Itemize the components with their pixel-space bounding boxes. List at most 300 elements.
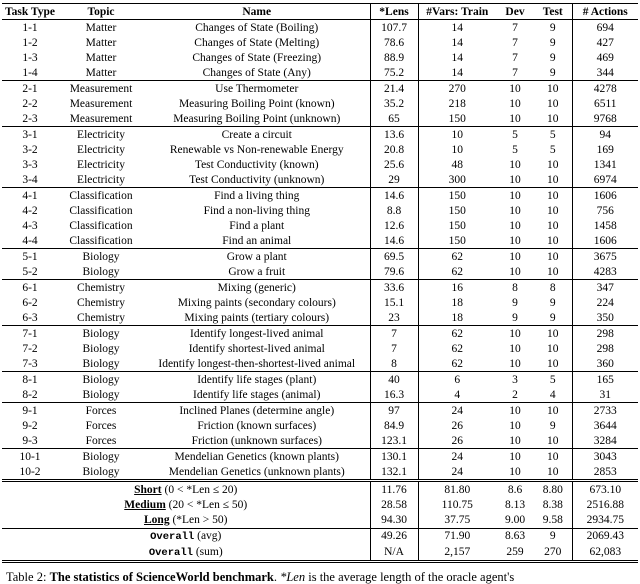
table-cell: Changes of State (Melting) bbox=[194, 36, 320, 49]
table-cell: 2733 bbox=[572, 403, 638, 419]
header-task-type: Task Type bbox=[2, 4, 58, 20]
table-cell: 14.6 bbox=[370, 188, 418, 204]
table-cell: 79.6 bbox=[370, 264, 418, 280]
summary-label-key: Medium bbox=[124, 499, 166, 511]
table-cell: 3284 bbox=[572, 433, 638, 449]
header-vars-train: #Vars: Train bbox=[418, 4, 496, 20]
table-cell: 7 bbox=[512, 51, 518, 64]
table-cell: Matter bbox=[85, 51, 117, 64]
table-cell: 10 bbox=[534, 81, 572, 97]
table-cell: 9 bbox=[549, 419, 556, 432]
table-cell: Classification bbox=[58, 188, 144, 204]
table-cell: 1-1 bbox=[2, 20, 58, 36]
table-cell: 298 bbox=[572, 326, 638, 342]
table-cell: Mixing (generic) bbox=[144, 280, 370, 296]
table-cell: 33.6 bbox=[370, 280, 418, 296]
table-body bbox=[2, 20, 638, 562]
header-name: Name bbox=[144, 4, 370, 20]
table-row bbox=[2, 111, 638, 127]
caption-term: *Len bbox=[280, 570, 306, 584]
summary-cell: 8.38 bbox=[542, 499, 563, 511]
table-row bbox=[2, 50, 638, 65]
table-cell: 3-2 bbox=[22, 143, 38, 156]
table-cell: 9-2 bbox=[22, 419, 38, 432]
table-cell: Test Conductivity (known) bbox=[194, 158, 319, 171]
table-cell: Forces bbox=[85, 419, 117, 432]
table-cell: Matter bbox=[85, 66, 117, 79]
table-cell: Classification bbox=[69, 234, 133, 247]
table-cell: 14.6 bbox=[370, 233, 418, 249]
table-cell: 31 bbox=[572, 387, 638, 403]
table-cell: 21.4 bbox=[370, 81, 418, 97]
header-dev: Dev bbox=[496, 4, 534, 20]
table-cell: 5 bbox=[512, 143, 518, 156]
table-cell: Chemistry bbox=[77, 311, 125, 324]
summary-cell: 9.58 bbox=[542, 514, 563, 527]
table-cell: 694 bbox=[572, 20, 638, 36]
caption-label: Table 2: bbox=[6, 570, 50, 584]
table-row bbox=[2, 233, 638, 249]
table-cell: 10 bbox=[496, 188, 534, 204]
summary-cell: 673.10 bbox=[572, 481, 638, 498]
table-cell: 3644 bbox=[572, 418, 638, 433]
header-topic: Topic bbox=[58, 4, 144, 20]
table-cell: Classification bbox=[69, 204, 133, 217]
summary-label-key: Overall bbox=[150, 531, 195, 544]
table-cell: 10 bbox=[547, 204, 559, 217]
summary-cell: N/A bbox=[370, 544, 418, 561]
table-cell: 9 bbox=[549, 51, 556, 64]
table-row bbox=[2, 403, 638, 419]
table-cell: 2-3 bbox=[22, 112, 38, 125]
table-cell: 40 bbox=[370, 372, 418, 388]
table-cell: 2 bbox=[512, 388, 518, 401]
table-cell: Biology bbox=[82, 357, 120, 370]
table-row bbox=[2, 142, 638, 157]
table-cell: 130.1 bbox=[370, 449, 418, 465]
table-cell: 13.6 bbox=[370, 127, 418, 143]
table-cell: 360 bbox=[572, 356, 638, 372]
table-cell: 18 bbox=[418, 310, 496, 326]
table-cell: 62 bbox=[418, 249, 496, 265]
table-caption bbox=[6, 570, 634, 584]
table-cell: 18 bbox=[418, 295, 496, 310]
table-cell: 62 bbox=[418, 356, 496, 372]
table-cell: 9 bbox=[512, 311, 518, 324]
caption-rest: is the average length of the oracle agent's bbox=[305, 570, 515, 584]
summary-cell: 110.75 bbox=[418, 498, 496, 513]
table-cell: 62 bbox=[418, 264, 496, 280]
table-row bbox=[2, 172, 638, 188]
table-cell: 9-1 bbox=[2, 403, 58, 419]
table-cell: 6 bbox=[418, 372, 496, 388]
table-cell: 2-1 bbox=[2, 81, 58, 97]
table-cell: 9 bbox=[534, 20, 572, 36]
summary-row bbox=[2, 481, 638, 498]
table-cell: Electricity bbox=[77, 173, 125, 186]
table-cell: 7-2 bbox=[22, 342, 38, 355]
table-cell: 16 bbox=[418, 280, 496, 296]
table-cell: 7-3 bbox=[22, 357, 38, 370]
table-cell: Mixing paints (secondary colours) bbox=[177, 296, 336, 309]
table-cell: 9-3 bbox=[22, 434, 38, 447]
table-cell: 4-4 bbox=[22, 234, 38, 247]
table-cell: 6-1 bbox=[2, 280, 58, 296]
table-cell: 10 bbox=[418, 142, 496, 157]
table-cell: 7-1 bbox=[2, 326, 58, 342]
table-cell: 62 bbox=[418, 326, 496, 342]
table-cell: Renewable vs Non-renewable Energy bbox=[169, 143, 344, 156]
table-cell: Find a living thing bbox=[144, 188, 370, 204]
table-cell: 224 bbox=[572, 295, 638, 310]
table-cell: 10 bbox=[534, 188, 572, 204]
table-cell: Forces bbox=[85, 434, 117, 447]
table-cell: 10 bbox=[418, 127, 496, 143]
table-cell: 344 bbox=[572, 65, 638, 81]
table-cell: 10 bbox=[509, 357, 521, 370]
table-row bbox=[2, 449, 638, 465]
header-test: Test bbox=[534, 4, 572, 20]
table-row bbox=[2, 372, 638, 388]
summary-cell: 71.90 bbox=[418, 528, 496, 544]
table-cell: 6974 bbox=[572, 172, 638, 188]
table-cell: 1-4 bbox=[22, 66, 38, 79]
table-cell: 9768 bbox=[572, 111, 638, 127]
table-cell: 75.2 bbox=[370, 65, 418, 81]
table-cell: 14 bbox=[418, 20, 496, 36]
table-cell: 3043 bbox=[572, 449, 638, 465]
table-cell: 165 bbox=[572, 372, 638, 388]
table-cell: Matter bbox=[58, 20, 144, 36]
table-cell: 94 bbox=[572, 127, 638, 143]
summary-cell: 8.63 bbox=[496, 528, 534, 544]
summary-cell: 8.13 bbox=[504, 499, 526, 511]
table-cell: 8.8 bbox=[370, 203, 418, 218]
table-cell: Electricity bbox=[77, 158, 125, 171]
table-cell: 8-1 bbox=[2, 372, 58, 388]
table-row bbox=[2, 35, 638, 50]
header-lens: *Lens bbox=[370, 4, 418, 20]
paper-page bbox=[0, 3, 640, 584]
table-cell: 10 bbox=[547, 357, 559, 370]
table-cell: 10 bbox=[534, 403, 572, 419]
table-cell: 3 bbox=[496, 372, 534, 388]
table-cell: 3-3 bbox=[22, 158, 38, 171]
table-cell: 9 bbox=[512, 296, 518, 309]
table-cell: 10 bbox=[509, 158, 521, 171]
table-cell: Friction (unknown surfaces) bbox=[191, 434, 322, 447]
table-cell: 3-4 bbox=[22, 173, 38, 186]
table-cell: 756 bbox=[572, 203, 638, 218]
table-cell: Electricity bbox=[58, 127, 144, 143]
table-cell: Changes of State (Boiling) bbox=[144, 20, 370, 36]
table-cell: 8 bbox=[370, 356, 418, 372]
table-cell: Biology bbox=[82, 342, 120, 355]
table-cell: Biology bbox=[58, 249, 144, 265]
table-cell: 4-1 bbox=[2, 188, 58, 204]
table-cell: 10 bbox=[496, 326, 534, 342]
table-cell: Chemistry bbox=[77, 296, 125, 309]
table-cell: 10 bbox=[547, 112, 559, 125]
caption-title: The statistics of ScienceWorld benchmark bbox=[49, 570, 274, 584]
table-cell: 347 bbox=[572, 280, 638, 296]
summary-label: Medium (20 < *Len ≤ 50) bbox=[124, 499, 248, 511]
table-cell: 2-2 bbox=[22, 97, 38, 110]
table-cell: Matter bbox=[85, 36, 117, 49]
summary-label: Overall (sum) bbox=[2, 544, 370, 561]
table-cell: 78.6 bbox=[370, 35, 418, 50]
table-cell: 10 bbox=[496, 403, 534, 419]
table-cell: Test Conductivity (unknown) bbox=[189, 173, 325, 186]
table-cell: Biology bbox=[82, 388, 120, 401]
summary-cell: 9 bbox=[534, 528, 572, 544]
table-cell: 1-2 bbox=[22, 36, 38, 49]
table-cell: 8 bbox=[496, 280, 534, 296]
table-cell: 10 bbox=[496, 449, 534, 465]
table-cell: 10 bbox=[509, 265, 521, 278]
table-cell: Identify life stages (plant) bbox=[144, 372, 370, 388]
table-cell: 65 bbox=[370, 111, 418, 127]
table-cell: Classification bbox=[69, 219, 133, 232]
summary-row bbox=[2, 513, 638, 529]
table-cell: Find an animal bbox=[222, 234, 292, 247]
table-cell: Grow a fruit bbox=[228, 265, 286, 278]
table-cell: 10 bbox=[509, 465, 521, 478]
summary-cell: 28.58 bbox=[370, 498, 418, 513]
table-row bbox=[2, 387, 638, 403]
table-cell: 4 bbox=[418, 387, 496, 403]
summary-cell: 2,157 bbox=[418, 544, 496, 561]
table-cell: 4-2 bbox=[22, 204, 38, 217]
table-cell: Identify longest-lived animal bbox=[144, 326, 370, 342]
table-cell: 150 bbox=[418, 233, 496, 249]
table-cell: 1-3 bbox=[22, 51, 38, 64]
table-cell: Biology bbox=[82, 465, 120, 478]
header-row bbox=[2, 4, 638, 20]
table-cell: 427 bbox=[572, 35, 638, 50]
table-cell: 5-2 bbox=[22, 265, 38, 278]
table-cell: 7 bbox=[512, 66, 518, 79]
table-cell: 169 bbox=[572, 142, 638, 157]
table-cell: Measurement bbox=[69, 97, 133, 110]
summary-cell: 37.75 bbox=[418, 513, 496, 529]
table-cell: 26 bbox=[418, 433, 496, 449]
table-cell: 10 bbox=[547, 219, 559, 232]
table-cell: 14 bbox=[418, 35, 496, 50]
table-row bbox=[2, 341, 638, 356]
table-cell: Measuring Boiling Point (unknown) bbox=[173, 112, 341, 125]
table-cell: 2853 bbox=[572, 464, 638, 481]
table-cell: Mixing paints (tertiary colours) bbox=[184, 311, 330, 324]
table-row bbox=[2, 218, 638, 233]
overall-row bbox=[2, 544, 638, 561]
caption-sep: . bbox=[273, 570, 281, 584]
table-cell: 15.1 bbox=[370, 295, 418, 310]
table-cell: 9 bbox=[549, 296, 556, 309]
table-cell: 10 bbox=[509, 419, 521, 432]
table-cell: 5 bbox=[496, 127, 534, 143]
table-cell: 4-3 bbox=[22, 219, 38, 232]
table-cell: 6-2 bbox=[22, 296, 38, 309]
table-cell: 123.1 bbox=[370, 433, 418, 449]
table-cell: 350 bbox=[572, 310, 638, 326]
table-row bbox=[2, 157, 638, 172]
table-cell: 218 bbox=[418, 96, 496, 111]
table-cell: 1606 bbox=[572, 233, 638, 249]
table-cell: Identify longest-then-shortest-lived animal bbox=[158, 357, 356, 370]
table-cell: Measuring Boiling Point (known) bbox=[178, 97, 335, 110]
table-cell: Forces bbox=[58, 403, 144, 419]
table-cell: Inclined Planes (determine angle) bbox=[144, 403, 370, 419]
table-row bbox=[2, 20, 638, 36]
table-cell: 10 bbox=[547, 265, 559, 278]
table-cell: 150 bbox=[418, 188, 496, 204]
summary-label: Long (*Len > 50) bbox=[144, 514, 228, 527]
table-cell: 8-2 bbox=[22, 388, 38, 401]
summary-label: Overall (avg) bbox=[2, 528, 370, 544]
table-cell: Biology bbox=[82, 265, 120, 278]
table-row bbox=[2, 65, 638, 81]
table-cell: 5 bbox=[534, 127, 572, 143]
table-row bbox=[2, 310, 638, 326]
table-cell: 10 bbox=[509, 234, 521, 247]
table-row bbox=[2, 418, 638, 433]
table-cell: Find a non-living thing bbox=[203, 204, 310, 217]
table-cell: 7 bbox=[496, 20, 534, 36]
table-row bbox=[2, 249, 638, 265]
table-cell: 3675 bbox=[572, 249, 638, 265]
table-cell: 10 bbox=[509, 112, 521, 125]
table-cell: Measurement bbox=[58, 81, 144, 97]
table-header bbox=[2, 4, 638, 20]
table-cell: 10 bbox=[547, 97, 559, 110]
table-cell: 9 bbox=[549, 36, 556, 49]
table-cell: 9 bbox=[549, 311, 556, 324]
summary-cell: 2516.88 bbox=[572, 498, 638, 513]
table-cell: Changes of State (Freezing) bbox=[192, 51, 322, 64]
table-cell: 6-3 bbox=[22, 311, 38, 324]
table-cell: Mendelian Genetics (unknown plants) bbox=[168, 465, 345, 478]
summary-label-key: Overall bbox=[148, 546, 193, 559]
summary-cell: 11.76 bbox=[370, 481, 418, 498]
summary-cell: 8.80 bbox=[534, 481, 572, 498]
table-cell: 12.6 bbox=[370, 218, 418, 233]
table-cell: 24 bbox=[418, 403, 496, 419]
table-cell: 5 bbox=[534, 372, 572, 388]
header-actions: # Actions bbox=[572, 4, 638, 20]
table-cell: 9 bbox=[549, 66, 556, 79]
table-cell: 10 bbox=[547, 465, 559, 478]
table-cell: Changes of State (Any) bbox=[202, 66, 311, 79]
table-row bbox=[2, 356, 638, 372]
table-cell: 10 bbox=[534, 326, 572, 342]
table-row bbox=[2, 280, 638, 296]
table-cell: Measurement bbox=[69, 112, 133, 125]
table-cell: 298 bbox=[572, 341, 638, 356]
table-cell: 10 bbox=[509, 342, 521, 355]
table-cell: 24 bbox=[418, 449, 496, 465]
table-cell: 4283 bbox=[572, 264, 638, 280]
table-row bbox=[2, 264, 638, 280]
table-cell: 10 bbox=[496, 249, 534, 265]
table-cell: 150 bbox=[418, 218, 496, 233]
table-cell: 7 bbox=[370, 326, 418, 342]
summary-cell: 2069.43 bbox=[572, 528, 638, 544]
table-cell: 4 bbox=[549, 388, 556, 401]
table-cell: 10 bbox=[547, 342, 559, 355]
summary-label: Short (0 < *Len ≤ 20) bbox=[2, 481, 370, 498]
summary-label-key: Long bbox=[144, 514, 170, 527]
table-cell: 10-1 bbox=[2, 449, 58, 465]
table-cell: 132.1 bbox=[370, 464, 418, 481]
table-row bbox=[2, 295, 638, 310]
table-cell: 270 bbox=[418, 81, 496, 97]
table-cell: 25.6 bbox=[370, 157, 418, 172]
table-cell: 62 bbox=[418, 341, 496, 356]
table-cell: 1606 bbox=[572, 188, 638, 204]
summary-cell: 62,083 bbox=[572, 544, 638, 561]
table-cell: 10 bbox=[509, 97, 521, 110]
table-cell: Friction (known surfaces) bbox=[197, 419, 317, 432]
table-cell: 469 bbox=[572, 50, 638, 65]
table-cell: Biology bbox=[58, 326, 144, 342]
table-cell: 48 bbox=[418, 157, 496, 172]
table-cell: 7 bbox=[512, 36, 518, 49]
table-row bbox=[2, 127, 638, 143]
table-row bbox=[2, 464, 638, 481]
summary-row bbox=[2, 498, 638, 513]
summary-cell: 270 bbox=[534, 544, 572, 561]
table-cell: 10 bbox=[509, 434, 521, 447]
summary-cell: 2934.75 bbox=[572, 513, 638, 529]
table-cell: 14 bbox=[418, 50, 496, 65]
table-cell: 10 bbox=[509, 204, 521, 217]
table-cell: 97 bbox=[370, 403, 418, 419]
table-cell: 4278 bbox=[572, 81, 638, 97]
table-cell: Identify life stages (animal) bbox=[193, 388, 321, 401]
table-cell: 16.3 bbox=[370, 387, 418, 403]
table-cell: 69.5 bbox=[370, 249, 418, 265]
table-cell: 7 bbox=[370, 341, 418, 356]
table-cell: Identify shortest-lived animal bbox=[188, 342, 325, 355]
summary-label-key: Short bbox=[134, 483, 162, 496]
table-cell: 8 bbox=[534, 280, 572, 296]
table-cell: 35.2 bbox=[370, 96, 418, 111]
table-cell: 20.8 bbox=[370, 142, 418, 157]
table-cell: 150 bbox=[418, 111, 496, 127]
table-cell: 88.9 bbox=[370, 50, 418, 65]
table-cell: 1341 bbox=[572, 157, 638, 172]
overall-row bbox=[2, 528, 638, 544]
table-cell: 1458 bbox=[572, 218, 638, 233]
summary-cell: 81.80 bbox=[418, 481, 496, 498]
table-row bbox=[2, 96, 638, 111]
summary-cell: 49.26 bbox=[370, 528, 418, 544]
table-cell: Electricity bbox=[77, 143, 125, 156]
table-cell: Biology bbox=[58, 449, 144, 465]
table-cell: Use Thermometer bbox=[144, 81, 370, 97]
table-cell: 6511 bbox=[572, 96, 638, 111]
table-cell: 10 bbox=[496, 81, 534, 97]
table-cell: 10 bbox=[547, 434, 559, 447]
table-cell: 107.7 bbox=[370, 20, 418, 36]
table-cell: 10 bbox=[547, 173, 559, 186]
table-cell: 5-1 bbox=[2, 249, 58, 265]
table-cell: 150 bbox=[418, 203, 496, 218]
table-cell: 84.9 bbox=[370, 418, 418, 433]
statistics-table bbox=[2, 3, 638, 563]
table-row bbox=[2, 81, 638, 97]
